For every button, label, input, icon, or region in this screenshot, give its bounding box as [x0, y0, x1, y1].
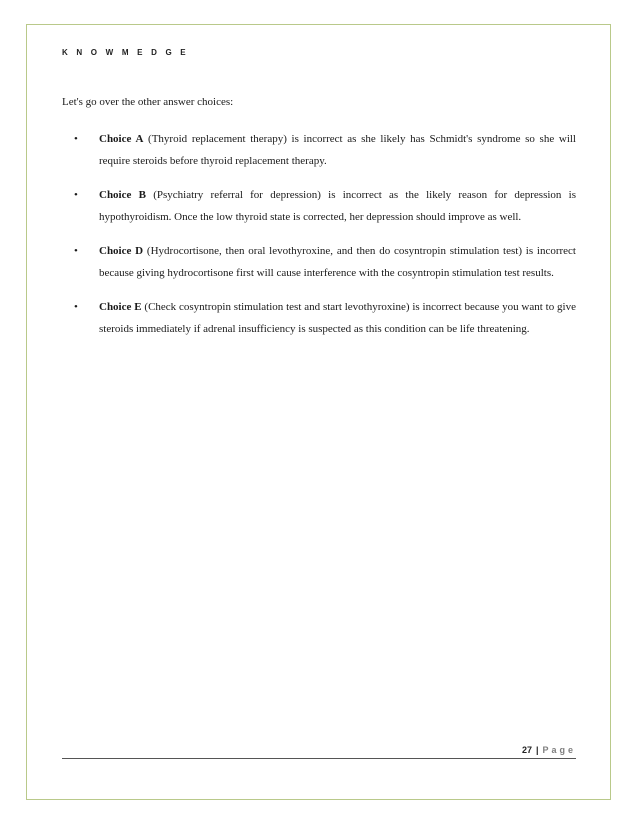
intro-text: Let's go over the other answer choices:: [62, 96, 234, 108]
bullet-icon: •: [74, 189, 78, 201]
choice-text: (Check cosyntropin stimulation test and start levothyroxine) is incorrect because you want to give steroids immediately if adrenal insufficiency is suspected as this condition can be life threatening.: [99, 301, 576, 335]
footer-rule: [62, 758, 576, 759]
list-item-choice-e: [62, 296, 576, 340]
list-item-choice-a: [62, 128, 576, 172]
bullet-icon: •: [74, 245, 78, 257]
footer-separator: |: [535, 745, 539, 755]
choice-text: (Psychiatry referral for depression) is incorrect as the likely reason for depression is hypothyroidism. Once the low thyroid state is corrected, her depression should improve as well.: [99, 189, 576, 223]
list-item-choice-d: [62, 240, 576, 284]
choice-text: (Thyroid replacement therapy) is incorrect as she likely has Schmidt's syndrome so she will require steroids before thyroid replacement therapy.: [99, 133, 576, 167]
choice-label: Choice A: [99, 133, 144, 145]
bullet-icon: •: [74, 301, 78, 313]
choice-label: Choice D: [99, 245, 144, 257]
page-label: Page: [542, 745, 576, 755]
bullet-icon: •: [74, 133, 78, 145]
page-footer: [522, 745, 576, 755]
choice-text: (Hydrocortisone, then oral levothyroxine, and then do cosyntropin stimulation test) is incorrect because giving hydrocortisone first will cause interference with the cosyntropin stimulation test results.: [99, 245, 576, 279]
list-item-choice-b: [62, 184, 576, 228]
choice-label: Choice E: [99, 301, 142, 313]
choice-label: Choice B: [99, 189, 146, 201]
header-brand: K N O W M E D G E: [62, 48, 189, 57]
answer-choices-list: [62, 128, 576, 352]
page-number: 27: [521, 745, 532, 755]
